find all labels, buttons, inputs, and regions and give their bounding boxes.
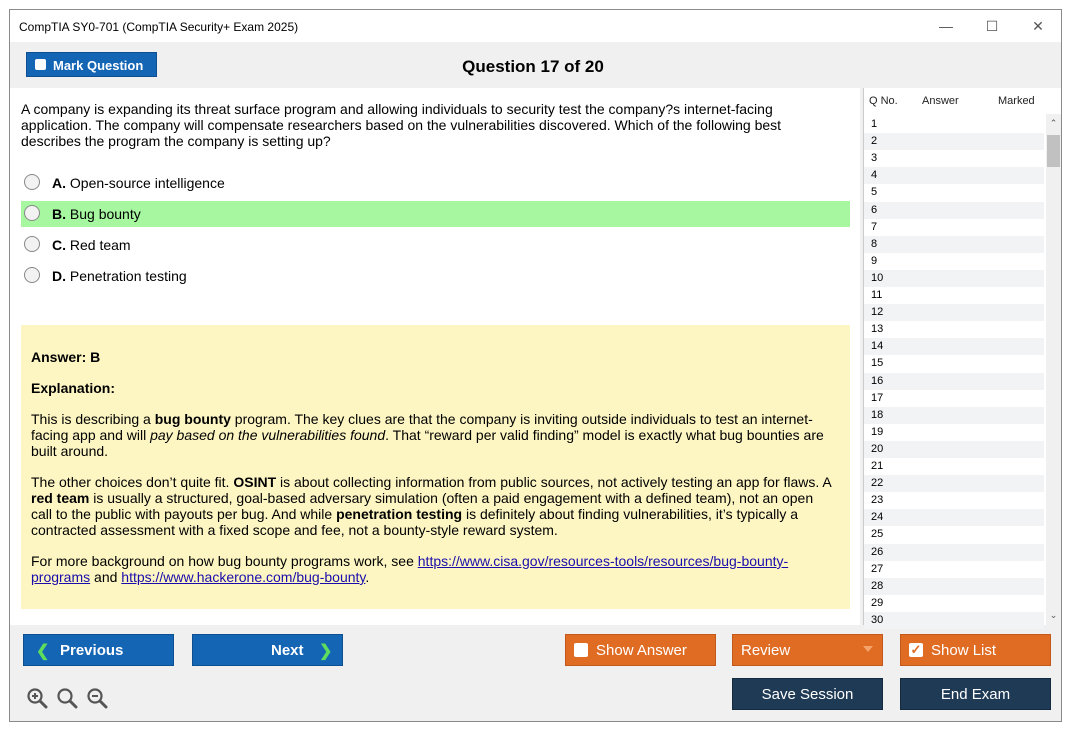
question-list-scrollbar[interactable]: [1046, 114, 1061, 625]
question-list-row[interactable]: [864, 612, 1044, 629]
question-list-row[interactable]: [864, 373, 1044, 390]
mark-checkbox-icon[interactable]: [35, 59, 46, 70]
show-answer-checkbox-icon[interactable]: [574, 643, 588, 657]
question-number: 23: [871, 494, 884, 507]
question-number: 9: [871, 254, 878, 267]
option-b[interactable]: [21, 201, 850, 227]
question-list-row[interactable]: [864, 458, 1044, 475]
question-list-row[interactable]: [864, 150, 1044, 167]
question-list-row[interactable]: [864, 116, 1044, 133]
qno-header: Q No.: [869, 95, 898, 107]
option-c-letter: C.: [52, 237, 66, 253]
question-list-row[interactable]: [864, 595, 1044, 612]
question-number: 30: [871, 613, 884, 626]
answer-explanation-box: [21, 325, 850, 609]
end-exam-button[interactable]: [900, 678, 1051, 710]
radio-a[interactable]: [24, 174, 40, 190]
question-number: 19: [871, 425, 884, 438]
next-label: Next: [271, 642, 304, 659]
question-number: 3: [871, 152, 878, 165]
radio-d[interactable]: [24, 267, 40, 283]
question-list-row[interactable]: [864, 407, 1044, 424]
question-number: 14: [871, 340, 884, 353]
question-list-row[interactable]: [864, 184, 1044, 201]
previous-label: Previous: [60, 642, 124, 659]
review-button[interactable]: [732, 634, 883, 666]
question-text: A company is expanding its threat surface program and allowing individuals to security test the company?s internet-facing application. The company will compensate researchers based on the vulnerabilities discovered. Which of the following best describes the program the company is setting up?: [21, 101, 782, 149]
radio-b[interactable]: [24, 205, 40, 221]
question-number: 28: [871, 579, 884, 592]
hackerone-link[interactable]: https://www.hackerone.com/bug-bounty: [121, 569, 366, 585]
show-list-button[interactable]: [900, 634, 1051, 666]
option-a-text: Open-source intelligence: [69, 175, 225, 191]
question-number: 7: [871, 220, 878, 233]
question-list-row[interactable]: [864, 287, 1044, 304]
question-number: 21: [871, 460, 884, 472]
question-number: 27: [871, 562, 884, 575]
question-list-row[interactable]: [864, 202, 1044, 219]
question-list-header: [864, 88, 1061, 114]
question-list-row[interactable]: [864, 441, 1044, 458]
question-number: 15: [871, 357, 884, 370]
marked-header: Marked: [998, 95, 1035, 107]
chevron-left-icon: ❮: [36, 643, 50, 660]
mark-question-button[interactable]: [26, 52, 157, 77]
show-answer-button[interactable]: [565, 634, 716, 666]
question-list-row[interactable]: [864, 338, 1044, 355]
option-c[interactable]: [21, 232, 850, 258]
save-session-button[interactable]: [732, 678, 883, 710]
question-list-row[interactable]: [864, 424, 1044, 441]
question-number: 6: [871, 203, 878, 216]
minimize-button[interactable]: —: [939, 18, 953, 34]
question-list-row[interactable]: [864, 578, 1044, 595]
explanation-paragraph-1: This is describing a bug bounty program. The key clues are that the company is inviting outside individuals to test an internet-facing app and will pay based on the vulnerabilities found. That “reward per valid finding” model is exactly what bug bounties are built around.: [31, 411, 824, 459]
question-header: Question 17 of 20: [462, 57, 604, 76]
option-a-letter: A.: [52, 175, 66, 191]
title-bar: [10, 10, 1061, 42]
question-number: 24: [871, 511, 884, 524]
question-number: 4: [871, 169, 878, 182]
question-list-row[interactable]: [864, 236, 1044, 253]
question-list-panel: [863, 88, 1061, 625]
answer-label: Answer: B: [31, 349, 101, 365]
scrollbar-thumb[interactable]: [1047, 135, 1060, 167]
question-number: 2: [871, 135, 878, 148]
mark-question-label: Mark Question: [53, 58, 144, 73]
question-number: 22: [871, 477, 884, 490]
previous-button[interactable]: [23, 634, 174, 666]
question-list-row[interactable]: [864, 167, 1044, 184]
option-d[interactable]: [21, 263, 850, 289]
zoom-reset-icon[interactable]: [56, 687, 78, 709]
next-button[interactable]: [192, 634, 343, 666]
option-d-letter: D.: [52, 268, 66, 284]
explanation-paragraph-2: The other choices don’t quite fit. OSINT is about collecting information from public sources, not actively testing an app for flaws. A red team is usually a structured, goal-based adversary simulation (often a paid engagement with a defined team), not an open call to the public with payouts per bug. And while penetration testing is definitely about finding vulnerabilities, it’s typically a contracted assessment with a fixed scope and fee, not a bounty-style reward system.: [31, 474, 831, 538]
question-number: 10: [871, 271, 884, 284]
option-b-text: Bug bounty: [69, 206, 141, 222]
question-list-row[interactable]: [864, 561, 1044, 578]
question-number: 13: [871, 323, 884, 336]
review-dropdown-icon[interactable]: [863, 646, 873, 652]
question-number: 12: [871, 306, 884, 319]
answer-header: Answer: [922, 95, 959, 107]
scroll-down-icon[interactable]: ⌄: [1049, 610, 1058, 620]
question-list-row[interactable]: [864, 509, 1044, 526]
show-list-label: Show List: [931, 642, 997, 659]
question-number: 16: [871, 374, 884, 387]
app-window: [9, 9, 1062, 722]
question-list-row[interactable]: [864, 355, 1044, 372]
radio-c[interactable]: [24, 236, 40, 252]
chevron-right-icon: ❯: [319, 643, 333, 660]
question-list-row[interactable]: [864, 492, 1044, 509]
question-list-row[interactable]: [864, 544, 1044, 561]
close-button[interactable]: ✕: [1032, 18, 1044, 34]
question-list-row[interactable]: [864, 219, 1044, 236]
question-list-row[interactable]: [864, 270, 1044, 287]
option-c-text: Red team: [69, 237, 131, 253]
question-number: 18: [871, 408, 884, 421]
cisa-link[interactable]: https://www.cisa.gov/resources-tools/resources/bug-bounty-programs: [31, 553, 789, 585]
save-session-label: Save Session: [761, 686, 854, 703]
question-number: 5: [871, 186, 878, 199]
scroll-up-icon[interactable]: ⌃: [1049, 118, 1058, 128]
question-number: 25: [871, 528, 884, 541]
window-title: CompTIA SY0-701 (CompTIA Security+ Exam 2025): [19, 20, 299, 34]
question-panel: [10, 88, 860, 625]
question-list-row[interactable]: [864, 304, 1044, 321]
question-number: 1: [871, 118, 878, 130]
end-exam-label: End Exam: [940, 686, 1011, 703]
question-number: 26: [871, 545, 884, 558]
option-d-text: Penetration testing: [69, 268, 187, 284]
question-number: 29: [871, 596, 884, 609]
explanation-label: Explanation:: [31, 380, 116, 396]
explanation-paragraph-3: For more background on how bug bounty programs work, see https://www.cisa.gov/resources-tools/resources/bug-bounty-programs and https://www.hackerone.com/bug-bounty.: [31, 553, 789, 585]
question-number: 20: [871, 442, 884, 455]
zoom-in-icon[interactable]: [26, 687, 48, 709]
zoom-out-icon[interactable]: [86, 687, 108, 709]
question-number: 8: [871, 237, 878, 250]
question-number: 17: [871, 391, 884, 404]
question-list-row[interactable]: [864, 475, 1044, 492]
question-list-row[interactable]: [864, 390, 1044, 407]
option-b-letter: B.: [52, 206, 66, 222]
review-label: Review: [741, 642, 791, 659]
show-answer-label: Show Answer: [596, 642, 687, 659]
question-list-row[interactable]: [864, 133, 1044, 150]
question-list-row[interactable]: [864, 526, 1044, 543]
option-a[interactable]: [21, 170, 850, 196]
show-list-checkbox-icon[interactable]: ✓: [910, 642, 922, 657]
question-list-row[interactable]: [864, 321, 1044, 338]
question-number: 11: [871, 289, 883, 301]
maximize-button[interactable]: ☐: [985, 18, 999, 34]
question-list-row[interactable]: [864, 253, 1044, 270]
